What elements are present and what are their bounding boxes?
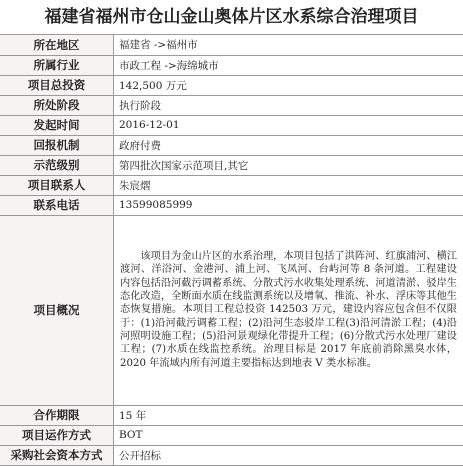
row-label-phone: 联系电话 (0, 195, 114, 215)
table-row (0, 215, 463, 405)
row-value-industry: 市政工程 ->海绵城市 (114, 55, 463, 75)
row-label-stage: 所处阶段 (0, 95, 114, 115)
row-value-cooperation-term: 15 年 (114, 405, 463, 425)
row-value-region: 福建省 ->福州市 (114, 35, 463, 55)
row-value-start-date: 2016-12-01 (114, 115, 463, 135)
row-value-demo-level: 第四批次国家示范项目,其它 (114, 155, 463, 175)
table-row (0, 405, 463, 425)
table-row (0, 155, 463, 175)
row-value-procurement-method: 公开招标 (114, 445, 463, 465)
row-label-contact-person: 项目联系人 (0, 175, 114, 195)
table-row (0, 75, 463, 95)
table-row (0, 135, 463, 155)
table-row (0, 445, 463, 465)
document-title: 福建省福州市仓山金山奥体片区水系综合治理项目 (0, 0, 463, 35)
row-label-region: 所在地区 (0, 35, 114, 55)
row-label-return-mechanism: 回报机制 (0, 135, 114, 155)
row-label-demo-level: 示范级别 (0, 155, 114, 175)
table-row (0, 195, 463, 215)
row-label-start-date: 发起时间 (0, 115, 114, 135)
row-value-contact-person: 朱宸熠 (114, 175, 463, 195)
table-row (0, 95, 463, 115)
table-row (0, 175, 463, 195)
table-row (0, 425, 463, 445)
row-value-operation-mode: BOT (114, 425, 463, 445)
table-row (0, 35, 463, 55)
row-value-total-investment: 142,500 万元 (114, 75, 463, 95)
row-label-cooperation-term: 合作期限 (0, 405, 114, 425)
row-label-overview: 项目概况 (0, 215, 114, 405)
row-value-phone: 13599085999 (114, 195, 463, 215)
row-value-return-mechanism: 政府付费 (114, 135, 463, 155)
row-label-procurement-method: 采购社会资本方式 (0, 445, 114, 465)
row-label-industry: 所属行业 (0, 55, 114, 75)
table-row (0, 55, 463, 75)
row-value-overview: 该项目为金山片区的水系治理，本项目包括了洪阵河、红旗浦河、横江渡河、洋浴河、金港河、浦上河、飞凤河、台屿河等 8 条河道。工程建设内容包括沿河截污调蓄系统、分散式污水收集处理系统、河道清淤、驳岸生态化改造，全断面水质在线监测系统以及增氧、推流、补水、浮床等其他生态恢复措施。本项目工程总投资 142503 万元，建设内容应包含但不仅限于：(1)沿河截污调蓄工程；(2)沿河生态驳岸工程(3)沿河清淤工程；(4)沿河照明设施工程；(5)沿河景观绿化带提升工程；(6)分散式污水处理厂建设工程；(7)水质在线监控系统。治理目标是 2017 年底前消除黑臭水体，2020 年流域内所有河道主要指标达到地表 V 类水标准。 (114, 215, 463, 405)
row-label-total-investment: 项目总投资 (0, 75, 114, 95)
project-info-table (0, 35, 463, 466)
table-row (0, 115, 463, 135)
row-value-stage: 执行阶段 (114, 95, 463, 115)
row-label-operation-mode: 项目运作方式 (0, 425, 114, 445)
